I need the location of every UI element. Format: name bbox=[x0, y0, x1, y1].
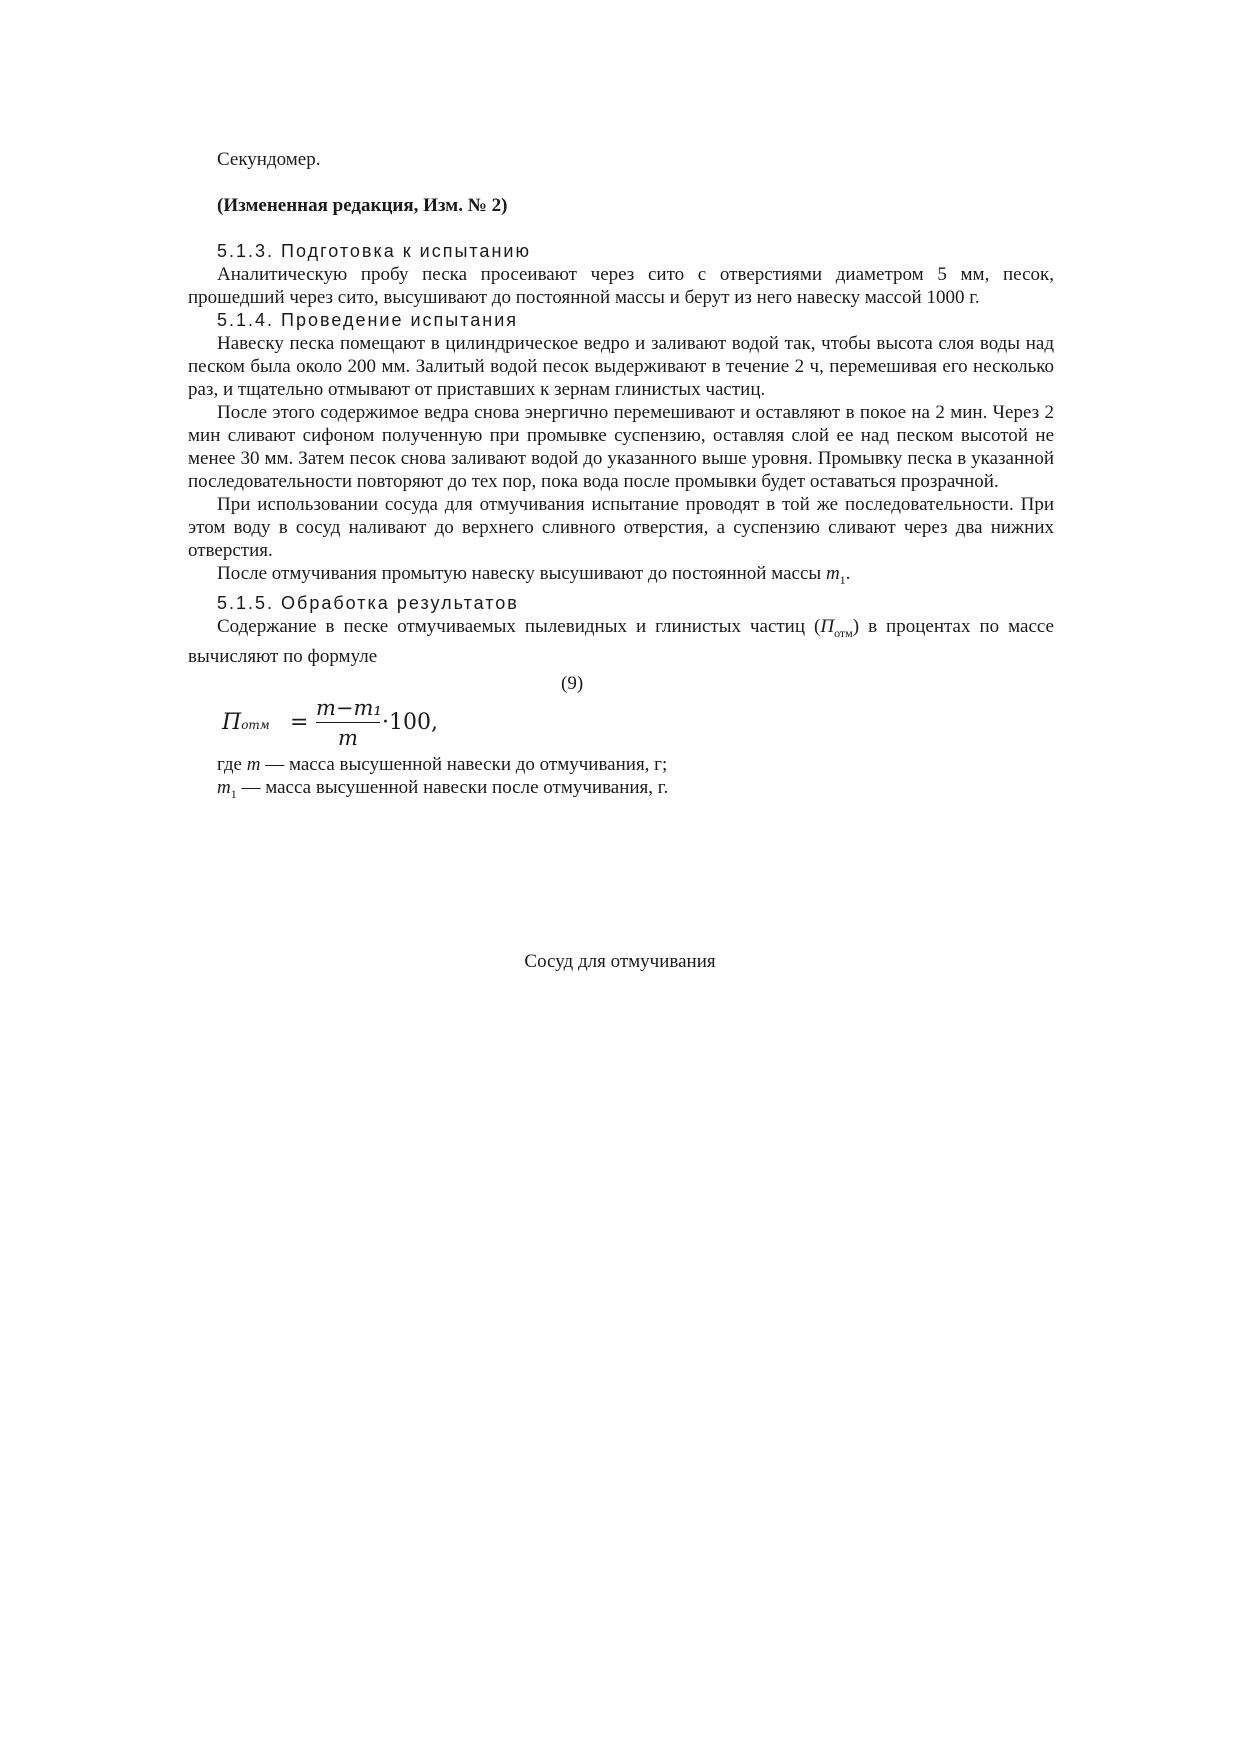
formula-equals: = bbox=[290, 709, 309, 735]
text-run: . bbox=[845, 563, 851, 584]
formula-denominator: m bbox=[338, 725, 358, 750]
variable-p: П bbox=[820, 615, 835, 637]
text-run: где bbox=[217, 753, 247, 775]
stopwatch-line: Секундомер. bbox=[217, 149, 321, 170]
text-run: ) в процентах по массе вычисляют по формуле bbox=[188, 615, 1054, 667]
formula-numerator: m−m₁ bbox=[316, 695, 382, 720]
paragraph-5-1-3: Аналитическую пробу песка просеивают через сито с отверстиями диаметром 5 мм, песок, прошедший через сито, высушивают до постоянной массы и берут из него навеску массой 1000 г. bbox=[188, 264, 1054, 308]
formula-rhs bbox=[242, 697, 462, 753]
text-run: — масса высушенной навески после отмучивания, г. bbox=[236, 776, 669, 798]
edit-note: (Измененная редакция, Изм. № 2) bbox=[217, 195, 508, 216]
variable-m: m bbox=[217, 776, 231, 798]
paragraph-5-1-5 bbox=[188, 615, 1054, 668]
definition-m1 bbox=[188, 776, 1054, 806]
equation-number: (9) bbox=[561, 672, 584, 694]
text-run: Содержание в песке отмучиваемых пылевидных и глинистых частиц ( bbox=[217, 615, 821, 637]
section-heading-5-1-5: 5.1.5. Обработка результатов bbox=[217, 592, 519, 613]
paragraph-5-1-4-d bbox=[188, 562, 1054, 592]
formula-symbol: П bbox=[222, 709, 242, 735]
formula-subscript: отм bbox=[241, 717, 270, 732]
text-run: — масса высушенной навески до отмучивания, г; bbox=[260, 753, 668, 775]
subscript: 1 bbox=[839, 572, 846, 587]
definition-m bbox=[188, 753, 1054, 776]
subscript: отм bbox=[834, 625, 853, 640]
formula-9 bbox=[222, 697, 1054, 753]
variable-m: m bbox=[246, 753, 261, 775]
subscript: 1 bbox=[230, 786, 237, 801]
section-heading-5-1-4: 5.1.4. Проведение испытания bbox=[217, 310, 519, 330]
section-heading-5-1-3: 5.1.3. Подготовка к испытанию bbox=[217, 241, 531, 261]
paragraph-5-1-4-a: Навеску песка помещают в цилиндрическое ведро и заливают водой так, чтобы высота слоя воды над песком была около 200 мм. Залитый водой песок выдерживают в течение 2 ч, перемешивая его несколько раз, и тщательно отмывают от приставших к зернам глинистых частиц. bbox=[188, 333, 1054, 400]
variable-m: m bbox=[825, 563, 840, 584]
text-run: После отмучивания промытую навеску высушивают до постоянной массы bbox=[217, 563, 826, 584]
document-body bbox=[188, 148, 1054, 805]
paragraph-5-1-4-b: После этого содержимое ведра снова энергично перемешивают и оставляют в покое на 2 мин. Через 2 мин сливают сифоном полученную при промывке суспензию, оставляя слой ее над песком высотой не менее 30 мм. Затем песок снова заливают водой до указанного выше уровня. Промывку песка в указанной последовательности повторяют до тех пор, пока вода после промывки будет оставаться прозрачной. bbox=[188, 402, 1054, 492]
paragraph-5-1-4-c: При использовании сосуда для отмучивания испытание проводят в той же последовательности. При этом воду в сосуд наливают до верхнего сливного отверстия, а суспензию сливают через два нижних отверстия. bbox=[188, 494, 1054, 561]
formula-multiplier: ·100, bbox=[382, 709, 438, 735]
fraction-bar bbox=[316, 722, 380, 723]
figure-caption: Сосуд для отмучивания bbox=[524, 951, 716, 972]
